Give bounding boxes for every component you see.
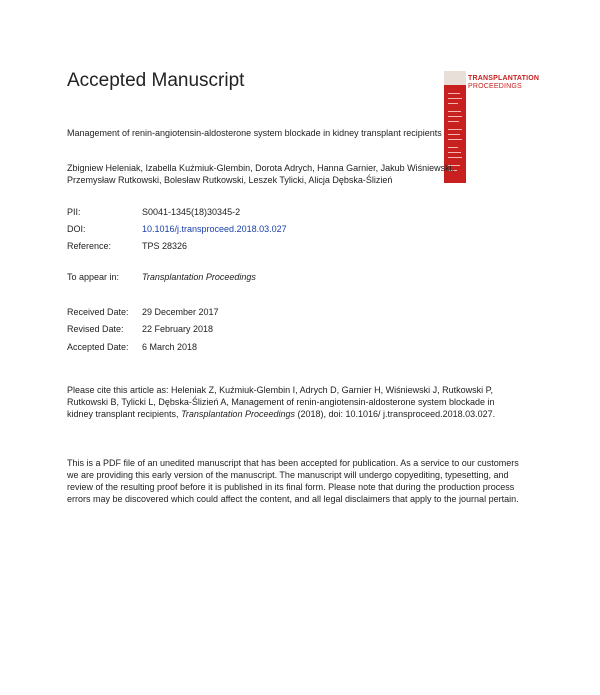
accepted-date-value: 6 March 2018 — [142, 342, 198, 352]
revised-date-label: Revised Date: — [67, 324, 124, 334]
reference-value: TPS 28326 — [142, 241, 188, 251]
citation-text-end: (2018), doi: 10.1016/ j.transproceed.2018.03.027. — [297, 409, 496, 419]
journal-logo-line1: TRANSPLANTATION — [468, 75, 540, 82]
pii-value: S0041-1345(18)30345-2 — [142, 207, 241, 217]
citation-paragraph — [67, 384, 507, 420]
revised-date-value: 22 February 2018 — [142, 324, 214, 334]
citation-text-start: Please cite this article as: Heleniak Z, Kuźmiuk-Glembin I, Adrych D, Garnier H, Wiśniewski J, Rutkowski P, Rutkowski B, Tylicki L, Dębska-Ślizień A, Management of renin-angiotensin-aldosterone system blockade in kidney transplant recipients, — [67, 385, 495, 419]
doi-link[interactable]: 10.1016/j.transproceed.2018.03.027 — [142, 224, 287, 234]
page-heading: Accepted Manuscript — [67, 70, 245, 91]
manuscript-notice: This is a PDF file of an unedited manuscript that has been accepted for publication. As a service to our customers we are providing this early version of the manuscript. The manuscript will undergo copyediting, typesetting, and review of the resulting proof before it is published in its final form. Please note that during the production process errors may be discovered which could affect the content, and all legal disclaimers that apply to the journal pertain. — [67, 458, 519, 504]
journal-logo — [468, 75, 539, 91]
doi-label: DOI: — [67, 224, 86, 234]
article-title: Management of renin-angiotensin-aldosterone system blockade in kidney transplant recipients — [67, 128, 442, 138]
citation-journal: Transplantation Proceedings — [181, 409, 295, 419]
appear-in-label: To appear in: — [67, 272, 120, 282]
journal-logo-line2: PROCEEDINGS — [468, 83, 522, 90]
author-list: Zbigniew Heleniak, Izabella Kuźmiuk-Glembin, Dorota Adrych, Hanna Garnier, Jakub Wiśniewski, Przemysław Rutkowski, Bolesław Rutkowski, Leszek Tylicki, Alicja Dębska-Ślizień — [67, 163, 455, 185]
appear-in-value: Transplantation Proceedings — [142, 272, 256, 282]
pii-label: PII: — [67, 207, 81, 217]
accepted-date-label: Accepted Date: — [67, 342, 129, 352]
received-date-label: Received Date: — [67, 307, 129, 317]
reference-label: Reference: — [67, 241, 112, 251]
received-date-value: 29 December 2017 — [142, 307, 219, 317]
